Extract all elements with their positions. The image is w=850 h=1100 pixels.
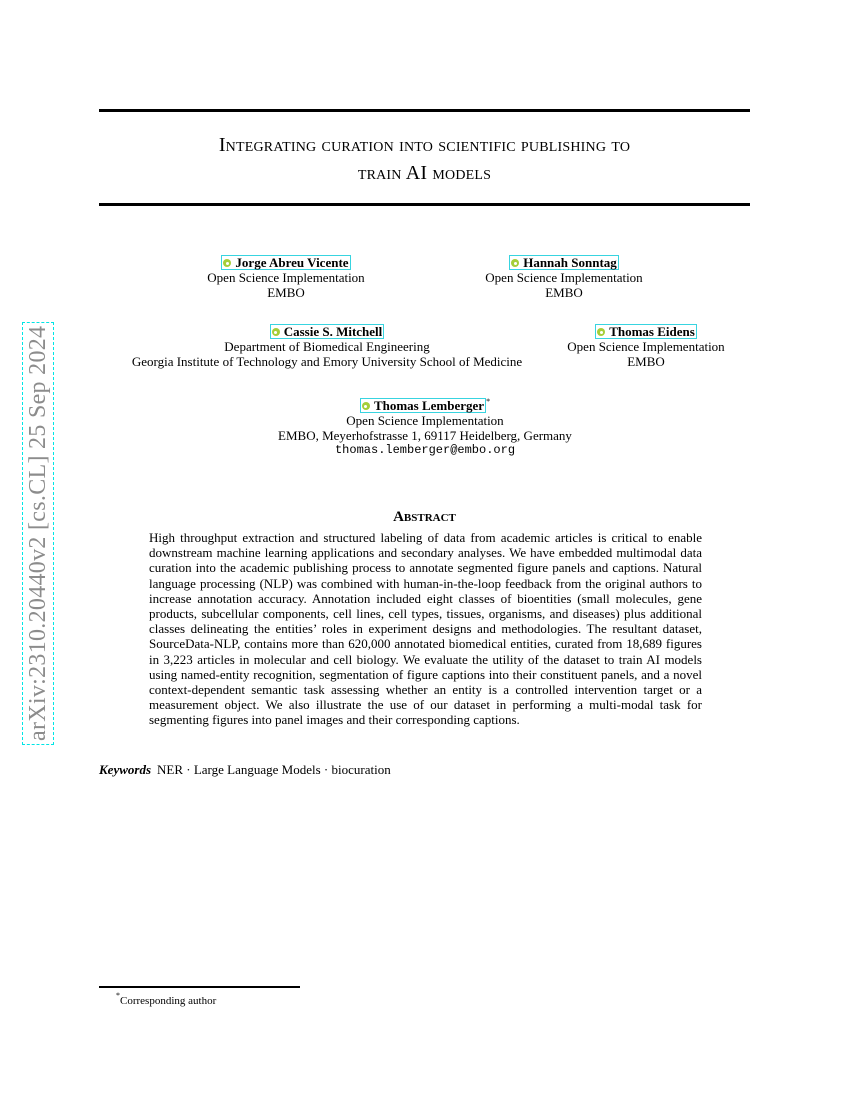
orcid-icon[interactable] xyxy=(597,328,605,336)
keywords-label: Keywords xyxy=(99,762,151,777)
author-name: Cassie S. Mitchell xyxy=(283,324,383,339)
footnote-mark: * xyxy=(116,991,120,1000)
author-affiliation: EMBO, Meyerhofstrasse 1, 69117 Heidelberg, Germany xyxy=(278,428,572,443)
author-block-2 xyxy=(464,255,664,300)
paper-title-line-2: train AI models xyxy=(357,162,492,184)
author-block-1 xyxy=(186,255,386,300)
title-bottom-rule xyxy=(99,203,750,206)
author-name: Thomas Eidens xyxy=(609,324,695,339)
arxiv-identifier-stamp[interactable]: arXiv:2310.20440v2 [cs.CL] 25 Sep 2024 xyxy=(22,322,54,745)
keywords xyxy=(99,762,391,777)
author-affiliation: Open Science Implementation xyxy=(567,339,725,354)
paper-title xyxy=(99,131,750,187)
author-email[interactable]: thomas.lemberger@embo.org xyxy=(334,443,516,457)
footnote-text: Corresponding author xyxy=(120,995,217,1007)
author-name: Jorge Abreu Vicente xyxy=(235,255,349,270)
author-name-link[interactable] xyxy=(595,324,697,339)
author-affiliation: Open Science Implementation xyxy=(485,270,643,285)
author-name-link[interactable] xyxy=(360,398,486,413)
title-top-rule xyxy=(99,109,750,112)
author-name-link[interactable] xyxy=(270,324,385,339)
author-block-4 xyxy=(546,324,746,369)
footnote xyxy=(116,989,216,1008)
author-affiliation: Department of Biomedical Engineering xyxy=(224,339,430,354)
keywords-list: NER · Large Language Models · biocuration xyxy=(157,762,391,777)
orcid-icon[interactable] xyxy=(362,402,370,410)
abstract-text: High throughput extraction and structured labeling of data from academic articles is critical to enable downstream machine learning applications and secondary analyses. We have embedded multimodal data curation into the academic publishing process to annotate segmented figure panels and captions. Natural language processing (NLP) was combined with human-in-the-loop feedback from the original authors to increase annotation accuracy. Annotation included eight classes of bioentities (small molecules, gene products, subcellular components, cell lines, cell types, tissues, organisms, and diseases) plus additional classes delineating the entities’ roles in experiment designs and methodologies. The resultant dataset, SourceData-NLP, contains more than 620,000 annotated biomedical entities, curated from 18,689 figures in 3,223 articles in molecular and cell biology. We evaluate the utility of the dataset to train AI models using named-entity recognition, segmentation of figure captions into their constituent panels, and a novel context-dependent semantic task assessing whether an entity is a controlled intervention target or a measurement object. We also illustrate the use of our dataset in performing a multi-modal task for segmenting figures into panel images and their corresponding captions. xyxy=(149,530,702,728)
orcid-icon[interactable] xyxy=(272,328,280,336)
author-affiliation: Open Science Implementation xyxy=(207,270,365,285)
author-name-link[interactable] xyxy=(509,255,619,270)
corresponding-author-mark[interactable]: * xyxy=(486,397,491,406)
paper-title-line-1: Integrating curation into scientific publishing to xyxy=(218,134,631,156)
orcid-icon[interactable] xyxy=(223,259,231,267)
author-affiliation: EMBO xyxy=(627,354,665,369)
orcid-icon[interactable] xyxy=(511,259,519,267)
author-block-3 xyxy=(112,324,542,369)
author-name: Thomas Lemberger xyxy=(373,398,485,413)
author-block-5 xyxy=(225,394,625,458)
author-affiliation: EMBO xyxy=(267,285,305,300)
footnote-rule xyxy=(99,986,300,988)
abstract-heading: Abstract xyxy=(393,509,456,525)
author-name: Hannah Sonntag xyxy=(523,255,617,270)
author-affiliation: Open Science Implementation xyxy=(346,413,504,428)
author-name-link[interactable] xyxy=(221,255,350,270)
author-affiliation: EMBO xyxy=(545,285,583,300)
author-affiliation: Georgia Institute of Technology and Emory University School of Medicine xyxy=(131,354,523,369)
